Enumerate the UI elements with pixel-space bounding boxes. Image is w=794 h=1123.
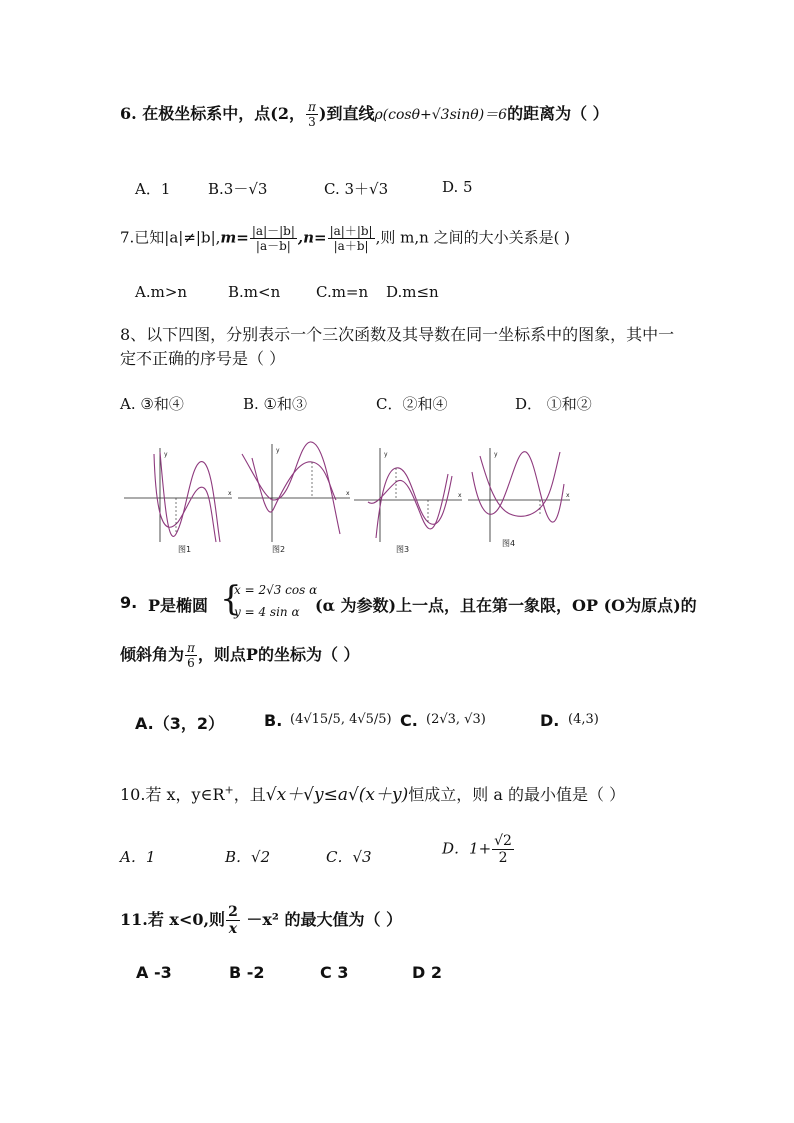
q11-option-a: A -3 [136,963,172,982]
figure-4-x-label: x [566,492,570,499]
figure-1-y-label: y [164,451,168,458]
sqrt2-over-2: $\frac{√2}{2}$ [494,833,512,866]
q11-option-c: C 3 [320,963,349,982]
q8-figures [120,438,570,556]
figure-2-curve-b [252,458,336,512]
question-9-number: 9. [120,593,138,612]
m-fraction: $\frac{|a|-|b|}{|a-b|}$ [251,224,295,253]
question-10-stem: 10.若 x，y∈R+，且√x＋√y≤a√(x＋y)恒成立，则 a 的最小值是（ ） [120,783,626,805]
question-9-stem-b: (α 为参数)上一点，且在第一象限，OP (O为原点)的 [315,596,697,615]
q9-option-d-label: D. [540,711,560,730]
q9-option-c-label: C. [400,711,418,730]
q6-option-d: D. 5 [442,178,473,196]
q10-option-d: D．1+ $\frac{√2}{2}$ [442,833,512,866]
question-6-stem: 6. 在极坐标系中，点(2， $\frac{\pi}{3}$ )到直线ρ(cosθ+√3sinθ)＝6的距离为（ ） [120,100,609,129]
q11-option-d: D 2 [412,963,442,982]
system-line-2: y = 4 sin α [234,605,300,619]
figure-4 [468,448,570,548]
fraction-pi-over-3: $\frac{\pi}{3}$ [307,100,316,129]
question-7-stem: 7.已知|a|≠|b|,m= $\frac{|a|-|b|}{|a-b|}$ ,n= $\frac{|a|+|b|}{|a+b|}$ ,则 m,n 之间的大小关系是( ) [120,224,571,253]
figure-4-curve-a [472,452,564,522]
q8-option-b: B. ①和③ [243,395,308,413]
q9-option-b-label: B. [264,711,283,730]
figure-2-curve-a [242,442,340,534]
q11-option-b: B -2 [229,963,265,982]
figure-3-y-label: y [384,451,388,458]
two-over-x: $\frac{2}{x}$ [228,904,238,937]
figure-3-caption: 图3 [396,545,410,554]
n-fraction: $\frac{|a|+|b|}{|a+b|}$ [329,224,373,253]
q9-option-a: A.（3，2） [135,714,225,733]
q10-option-b: B．√2 [225,848,271,866]
figure-3-x-label: x [458,492,462,499]
figure-3-curve-a [376,468,452,538]
inequality-expression: √x＋√y≤a√(x＋y) [265,785,409,805]
question-11-stem: 11.若 x<0,则 $\frac{2}{x}$ －x² 的最大值为（ ） [120,904,403,937]
q6-option-c: C. 3＋√3 [324,180,389,198]
q9-option-c-value: (2√3, √3) [426,712,486,727]
q6-option-a: A．1 [135,180,171,198]
figure-1-caption: 图1 [178,545,192,554]
q9-option-b-value: (4√15/5, 4√5/5) [290,712,392,727]
q7-option-b: B.m<n [228,283,281,301]
figure-3 [354,448,462,554]
q7-option-a: A.m>n [135,283,188,301]
question-9-stem-a: P是椭圆 [148,596,209,615]
fraction-pi-over-6: $\frac{\pi}{6}$ [187,641,195,670]
q8-option-a: A. ③和④ [120,395,184,413]
figure-4-caption: 图4 [502,539,516,548]
figure-2-y-label: y [276,447,280,454]
figure-4-y-label: y [494,451,498,458]
figure-4-curve-b [480,452,560,516]
figure-1-x-label: x [228,490,232,497]
system-line-1: x = 2√3 cos α [234,583,318,597]
figure-1-curve-a [160,452,220,542]
figure-2 [238,442,350,554]
figure-2-x-label: x [346,490,350,497]
question-9-line-2: 倾斜角为 $\frac{\pi}{6}$ ，则点P的坐标为（ ） [120,641,360,670]
q6-option-b: B.3－√3 [208,180,268,198]
q7-option-c: C.m=n [316,283,369,301]
question-8-line-2: 定不正确的序号是（ ） [120,349,286,368]
q8-option-d: D． ①和② [515,395,592,413]
q10-option-a: A．1 [120,848,156,866]
polar-line-equation: ρ(cosθ+√3sinθ)＝6 [374,107,508,123]
q10-option-c: C．√3 [326,848,372,866]
figure-1 [124,448,232,554]
q7-option-d: D.m≤n [386,283,439,301]
q8-option-c: C．②和④ [376,395,448,413]
q9-option-d-value: (4,3) [568,712,599,727]
figure-2-caption: 图2 [272,545,286,554]
question-8-line-1: 8、以下四图，分别表示一个三次函数及其导数在同一坐标系中的图象，其中一 [120,325,675,344]
